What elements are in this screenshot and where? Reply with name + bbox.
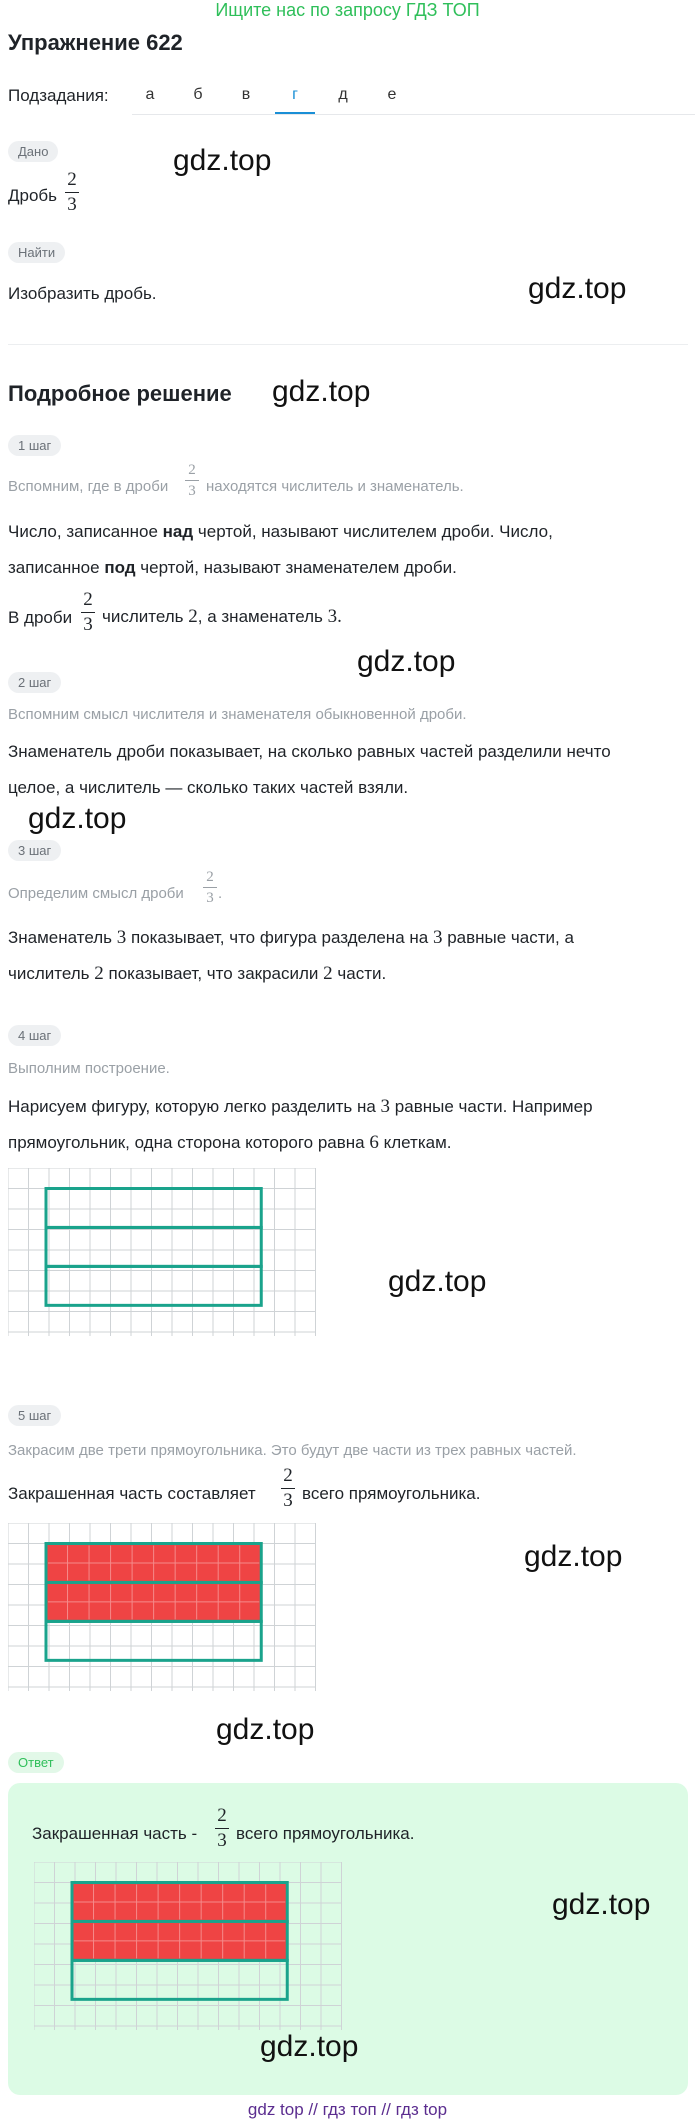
tab-d[interactable]: д xyxy=(338,86,348,103)
section-divider xyxy=(8,344,688,345)
empty-part xyxy=(46,1266,261,1305)
step-1-para-1: Число, записанное над чертой, называют числителем дроби. Число, xyxy=(8,522,553,541)
step-3-hint: Определим смысл дроби xyxy=(8,885,184,902)
answer-text-end: всего прямоугольника. xyxy=(236,1824,415,1843)
rectangle-figure-empty xyxy=(8,1168,316,1336)
inline-fraction: 2 3 xyxy=(184,462,200,499)
step-4-chip: 4 шаг xyxy=(8,1025,61,1046)
inline-fraction: 2 3 xyxy=(280,1466,296,1511)
step-1-hint-end: находятся числитель и знаменатель. xyxy=(206,478,464,495)
tab-b[interactable]: б xyxy=(193,86,203,103)
watermark: gdz.top xyxy=(528,272,627,305)
empty-part xyxy=(72,1960,287,1999)
step-3-para-2: числитель 2 показывает, что закрасили 2 части. xyxy=(8,963,387,984)
rectangle-figure-shaded xyxy=(8,1523,316,1691)
inline-fraction: 2 3 xyxy=(80,590,96,635)
watermark: gdz.top xyxy=(388,1265,487,1298)
step-5-para-end: всего прямоугольника. xyxy=(302,1484,481,1503)
find-chip: Найти xyxy=(8,242,65,263)
step-3-para-1: Знаменатель 3 показывает, что фигура разделена на 3 равные части, а xyxy=(8,927,574,948)
step-5-chip: 5 шаг xyxy=(8,1405,61,1426)
watermark: gdz.top xyxy=(272,375,371,408)
given-chip: Дано xyxy=(8,141,58,162)
step-2-para-1: Знаменатель дроби показывает, на сколько равных частей разделили нечто xyxy=(8,742,611,761)
fraction-denominator: 3 xyxy=(67,194,77,215)
watermark: gdz.top xyxy=(552,1888,651,1921)
rectangle-figure-answer xyxy=(34,1862,342,2030)
step-1-hint-start: Вспомним, где в дроби xyxy=(8,478,169,495)
step-3-hint-end: . xyxy=(218,885,223,902)
step-1-para-2: записанное под чертой, называют знаменателем дроби. xyxy=(8,558,457,577)
step-1-chip: 1 шаг xyxy=(8,435,61,456)
step-1-para-3-end: числитель 2, а знаменатель 3. xyxy=(102,606,342,627)
tab-a[interactable]: а xyxy=(145,86,155,103)
step-4-para-1: Нарисуем фигуру, которую легко разделить на 3 равные части. Например xyxy=(8,1096,593,1117)
tab-v[interactable]: в xyxy=(241,86,251,103)
empty-part xyxy=(46,1227,261,1266)
footer-links[interactable]: gdz top // гдз топ // гдз top xyxy=(247,2100,448,2119)
watermark: gdz.top xyxy=(524,1540,623,1573)
watermark: gdz.top xyxy=(260,2030,359,2063)
inline-fraction: 2 3 xyxy=(202,869,218,906)
answer-text-start: Закрашенная часть - xyxy=(32,1824,198,1843)
empty-part xyxy=(46,1621,261,1660)
watermark: gdz.top xyxy=(216,1713,315,1746)
tab-e[interactable]: е xyxy=(387,86,397,103)
step-1-para-3-start: В дроби xyxy=(8,608,73,627)
watermark: gdz.top xyxy=(28,802,127,835)
page-title: Упражнение 622 xyxy=(8,30,183,55)
step-2-hint: Вспомним смысл числителя и знаменателя обыкновенной дроби. xyxy=(8,706,467,723)
promo-banner[interactable]: Ищите нас по запросу ГДЗ ТОП xyxy=(215,0,480,20)
fraction-numerator: 2 xyxy=(67,169,77,190)
step-4-para-2: прямоугольник, одна сторона которого равна 6 клеткам. xyxy=(8,1132,452,1153)
subtasks-label: Подзадания: xyxy=(8,86,109,105)
active-tab-indicator xyxy=(275,112,315,114)
step-5-para-start: Закрашенная часть составляет xyxy=(8,1484,256,1503)
given-label: Дробь xyxy=(8,186,58,205)
step-2-para-2: целое, а числитель — сколько таких частей взяли. xyxy=(8,778,409,797)
step-2-chip: 2 шаг xyxy=(8,672,61,693)
step-3-chip: 3 шаг xyxy=(8,840,61,861)
step-4-hint: Выполним построение. xyxy=(8,1060,170,1077)
step-5-hint: Закрасим две трети прямоугольника. Это будут две части из трех равных частей. xyxy=(8,1442,577,1459)
watermark: gdz.top xyxy=(357,645,456,678)
tabs-divider xyxy=(132,114,695,115)
given-fraction xyxy=(64,170,80,215)
tab-g[interactable]: г xyxy=(292,86,298,103)
empty-part xyxy=(46,1189,261,1228)
answer-chip: Ответ xyxy=(8,1752,64,1773)
solution-title: Подробное решение xyxy=(8,381,232,406)
find-text: Изобразить дробь. xyxy=(8,284,157,303)
inline-fraction: 2 3 xyxy=(214,1806,230,1851)
watermark: gdz.top xyxy=(173,144,272,177)
